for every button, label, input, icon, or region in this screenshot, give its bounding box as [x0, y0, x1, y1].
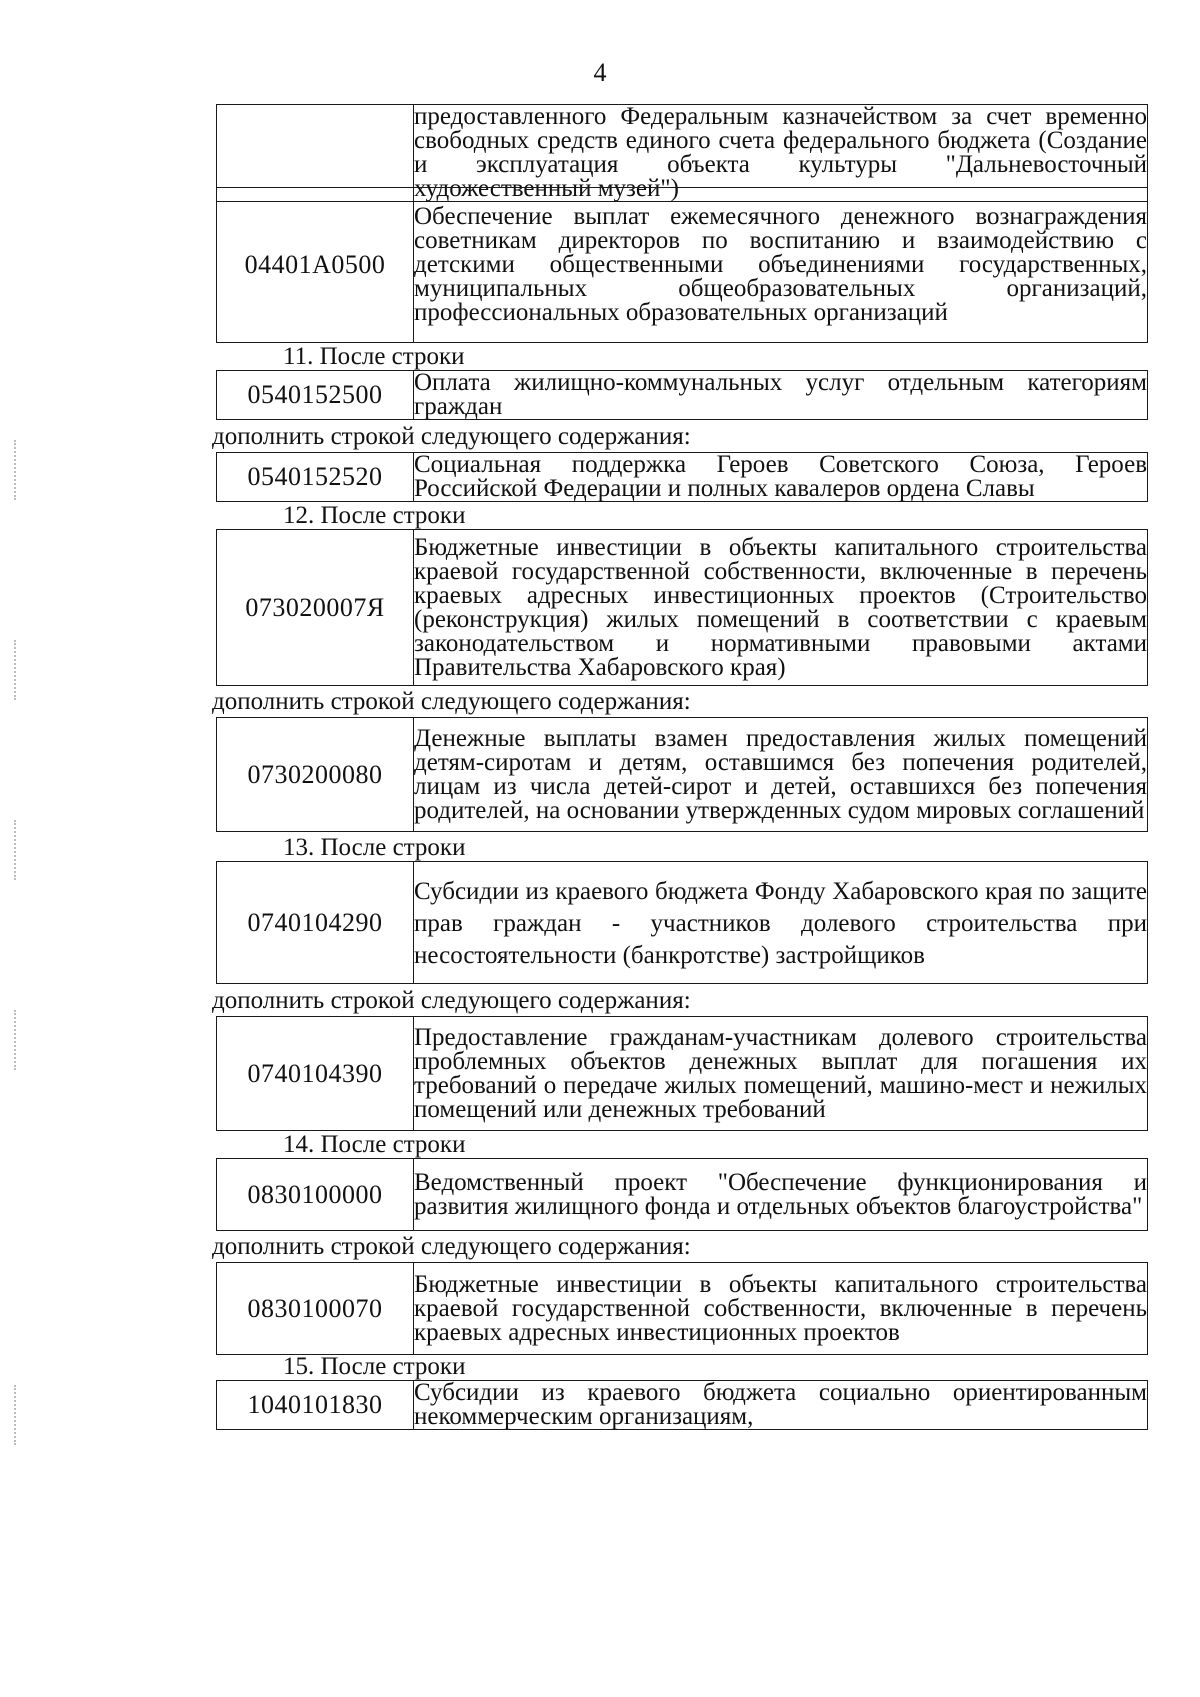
budget-row [216, 370, 1148, 420]
section-heading: 15. После строки [283, 1353, 466, 1380]
budget-row [216, 187, 1148, 343]
section-heading: 13. После строки [283, 834, 466, 861]
budget-code: 0740104290 [217, 862, 414, 984]
budget-description: Ведомственный проект "Обеспечение функционирования и развития жилищного фонда и отдельных объектов благоустройства" [414, 1159, 1148, 1231]
budget-row [216, 1016, 1148, 1131]
budget-description: Социальная поддержка Героев Советского Союза, Героев Российской Федерации и полных кавалеров ордена Славы [414, 451, 1147, 502]
scan-artifact [14, 820, 30, 880]
budget-row [216, 529, 1148, 686]
budget-row [216, 452, 1148, 502]
budget-description: Обеспечение выплат ежемесячного денежного вознаграждения советникам директоров по воспитанию и взаимодействию с детскими общественными объединениями государственных, муниципальных общеобразовательных организаций, профессиональных образовательных организаций [414, 188, 1148, 343]
scan-artifact [14, 1385, 30, 1445]
scan-artifact [14, 1010, 30, 1070]
budget-description: Предоставление гражданам-участникам долевого строительства проблемных объектов денежных выплат для погашения их требований о передаче жилых помещений, машино-мест и нежилых помещений или денежных требований [414, 1017, 1148, 1131]
budget-code: 0740104390 [217, 1017, 414, 1131]
budget-row [216, 1158, 1148, 1231]
budget-code: 1040101830 [217, 1381, 414, 1430]
scan-artifact [14, 640, 30, 700]
budget-row [216, 1262, 1148, 1355]
budget-code: 0730200080 [217, 718, 414, 832]
budget-code: 04401А0500 [217, 188, 414, 343]
budget-row [216, 717, 1148, 832]
budget-description: Бюджетные инвестиции в объекты капитального строительства краевой государственной собственности, включенные в перечень краевых адресных инвестиционных проектов [414, 1263, 1148, 1355]
budget-code: 073020007Я [217, 530, 414, 686]
page-number: 4 [593, 58, 607, 87]
budget-description: Бюджетные инвестиции в объекты капитального строительства краевой государственной собственности, включенные в перечень краевых адресных инвестиционных проектов (Строительство (реконструкция) жилых помещений в соответствии с краевым законодательством и нормативными правовыми актами Правительства Хабаровского края) [414, 530, 1148, 686]
supplement-note: дополнить строкой следующего содержания: [212, 423, 691, 450]
scan-artifact [14, 440, 30, 500]
supplement-note: дополнить строкой следующего содержания: [212, 688, 691, 715]
budget-code: 0540152520 [217, 453, 414, 502]
budget-description: Субсидии из краевого бюджета социально ориентированным некоммерческим организациям, [414, 1379, 1147, 1430]
section-heading: 11. После строки [283, 343, 465, 370]
budget-row [216, 1380, 1148, 1430]
budget-code: 0830100070 [217, 1263, 414, 1355]
budget-code: 0540152500 [217, 371, 414, 420]
section-heading: 12. После строки [283, 502, 466, 529]
budget-description: Оплата жилищно-коммунальных услуг отдельным категориям граждан [414, 369, 1147, 420]
budget-description: Денежные выплаты взамен предоставления жилых помещений детям-сиротам и детям, оставшимся без попечения родителей, лицам из числа детей-сирот и детей, оставшихся без попечения родителей, на основании утвержденных судом мировых соглашений [414, 718, 1148, 832]
supplement-note: дополнить строкой следующего содержания: [212, 987, 691, 1014]
section-heading: 14. После строки [283, 1131, 466, 1158]
budget-row [216, 861, 1148, 984]
budget-description: Субсидии из краевого бюджета Фонду Хабаровского края по защите прав граждан - участников долевого строительства при несостоятельности (банкротстве) застройщиков [414, 862, 1148, 984]
budget-description: предоставленного Федеральным казначейством за счет временно свободных средств единого счета федерального бюджета (Создание и эксплуатация объекта культуры "Дальневосточный художественный музей") [414, 103, 1147, 202]
budget-code: 0830100000 [217, 1159, 414, 1231]
supplement-note: дополнить строкой следующего содержания: [212, 1233, 691, 1260]
